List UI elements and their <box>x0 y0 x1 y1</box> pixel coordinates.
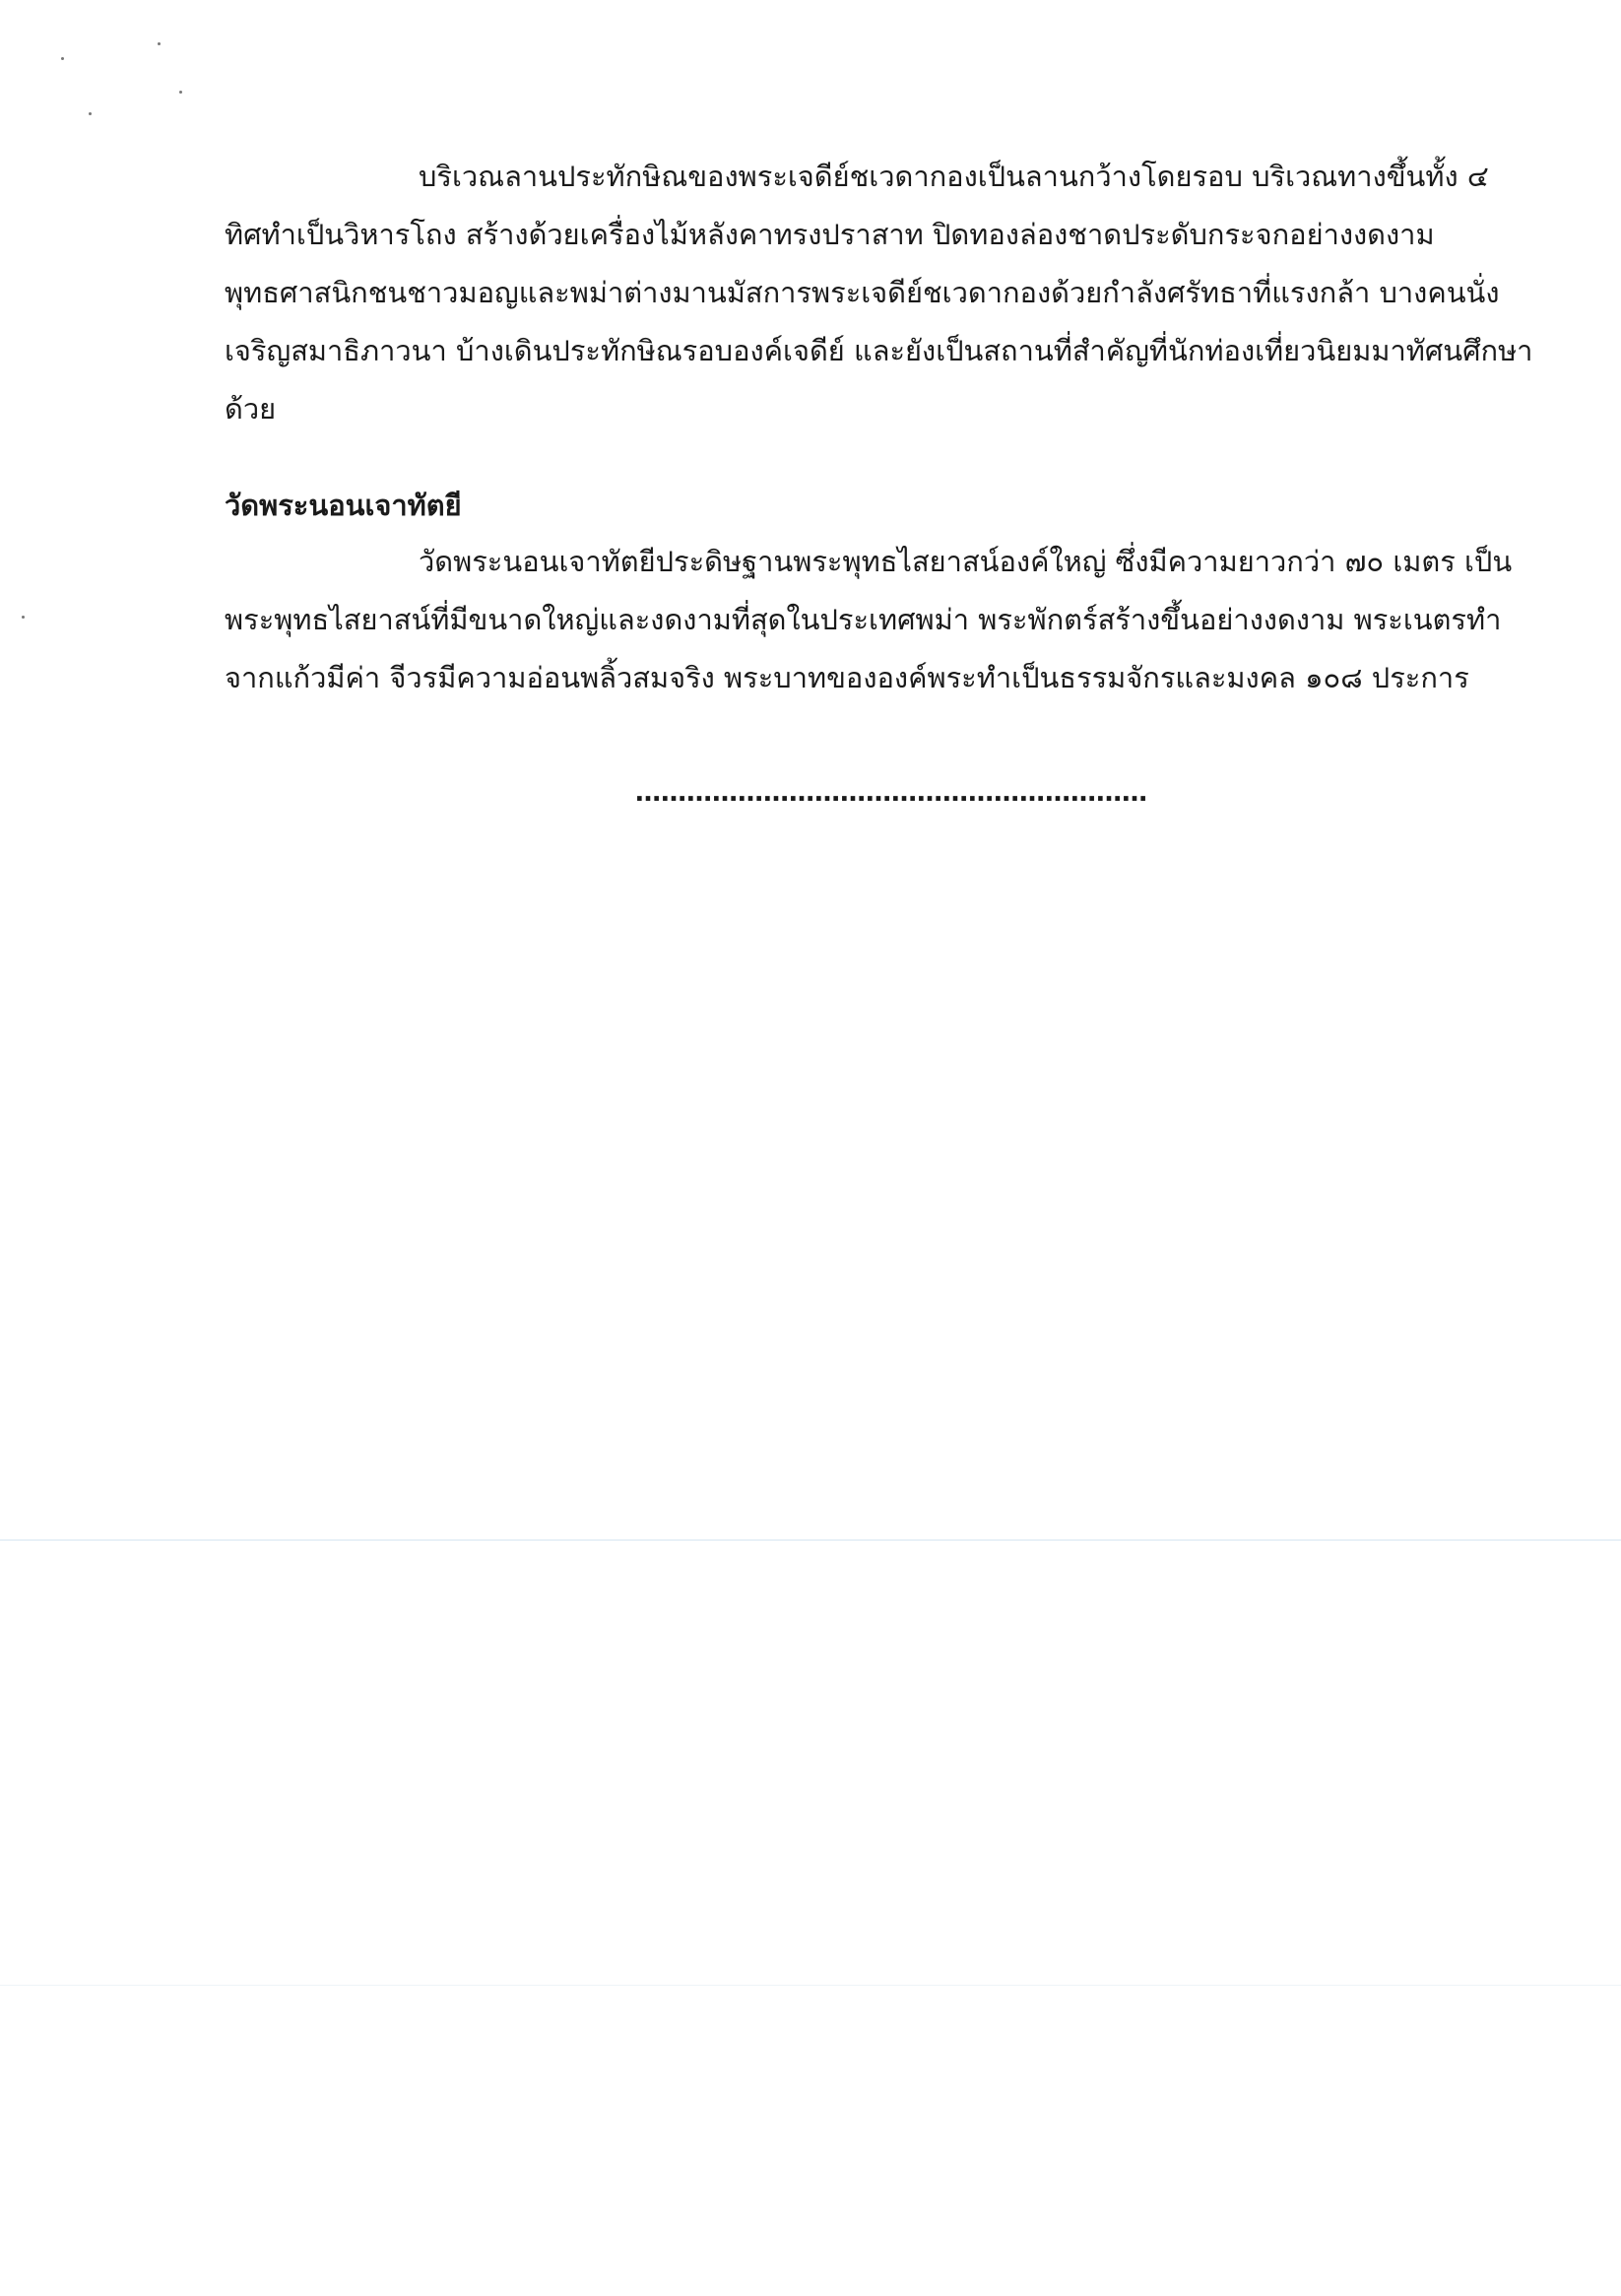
section-heading: วัดพระนอนเจาทัตยี <box>225 489 462 522</box>
paragraph-2 <box>225 533 1513 707</box>
end-of-text-marker: …………………………………………………… <box>635 778 1147 808</box>
paragraph-line: วัดพระนอนเจาทัตยีประดิษฐานพระพุทธไสยาสน์องค์ใหญ่ ซึ่งมีความยาวกว่า ๗๐ เมตร เป็น <box>419 545 1513 578</box>
document-body <box>225 148 1533 707</box>
scan-speck <box>158 42 161 45</box>
paragraph-line: พุทธศาสนิกชนชาวมอญและพม่าต่างมานมัสการพระเจดีย์ชเวดากองด้วยกำลังศรัทธาที่แรงกล้า บางคนนั่ง <box>225 276 1500 309</box>
paragraph-line: เจริญสมาธิภาวนา บ้างเดินประทักษิณรอบองค์เจดีย์ และยังเป็นสถานที่สำคัญที่นักท่องเที่ยวนิยมมาทัศนศึกษา <box>225 334 1533 367</box>
paragraph-line: ทิศทำเป็นวิหารโถง สร้างด้วยเครื่องไม้หลังคาทรงปราสาท ปิดทองล่องชาดประดับกระจกอย่างงดงาม <box>225 218 1435 251</box>
scan-artifact-line <box>0 1985 1621 1986</box>
scan-artifact-line <box>0 1540 1621 1541</box>
scan-speck <box>22 616 25 619</box>
scan-speck <box>61 57 64 60</box>
paragraph-line: จากแก้วมีค่า จีวรมีความอ่อนพลิ้วสมจริง พระบาทขององค์พระทำเป็นธรรมจักรและมงคล ๑๐๘ ประการ <box>225 661 1469 694</box>
paragraph-line: บริเวณลานประทักษิณของพระเจดีย์ชเวดากองเป็นลานกว้างโดยรอบ บริเวณทางขึ้นทั้ง ๔ <box>419 160 1489 193</box>
paragraph-line: พระพุทธไสยาสน์ที่มีขนาดใหญ่และงดงามที่สุดในประเทศพม่า พระพักตร์สร้างขึ้นอย่างงดงาม พระเนตรทำ <box>225 603 1502 636</box>
scan-speck <box>179 91 182 94</box>
scan-speck <box>89 112 92 115</box>
paragraph-line: ด้วย <box>225 392 277 426</box>
paragraph-1 <box>225 148 1533 438</box>
